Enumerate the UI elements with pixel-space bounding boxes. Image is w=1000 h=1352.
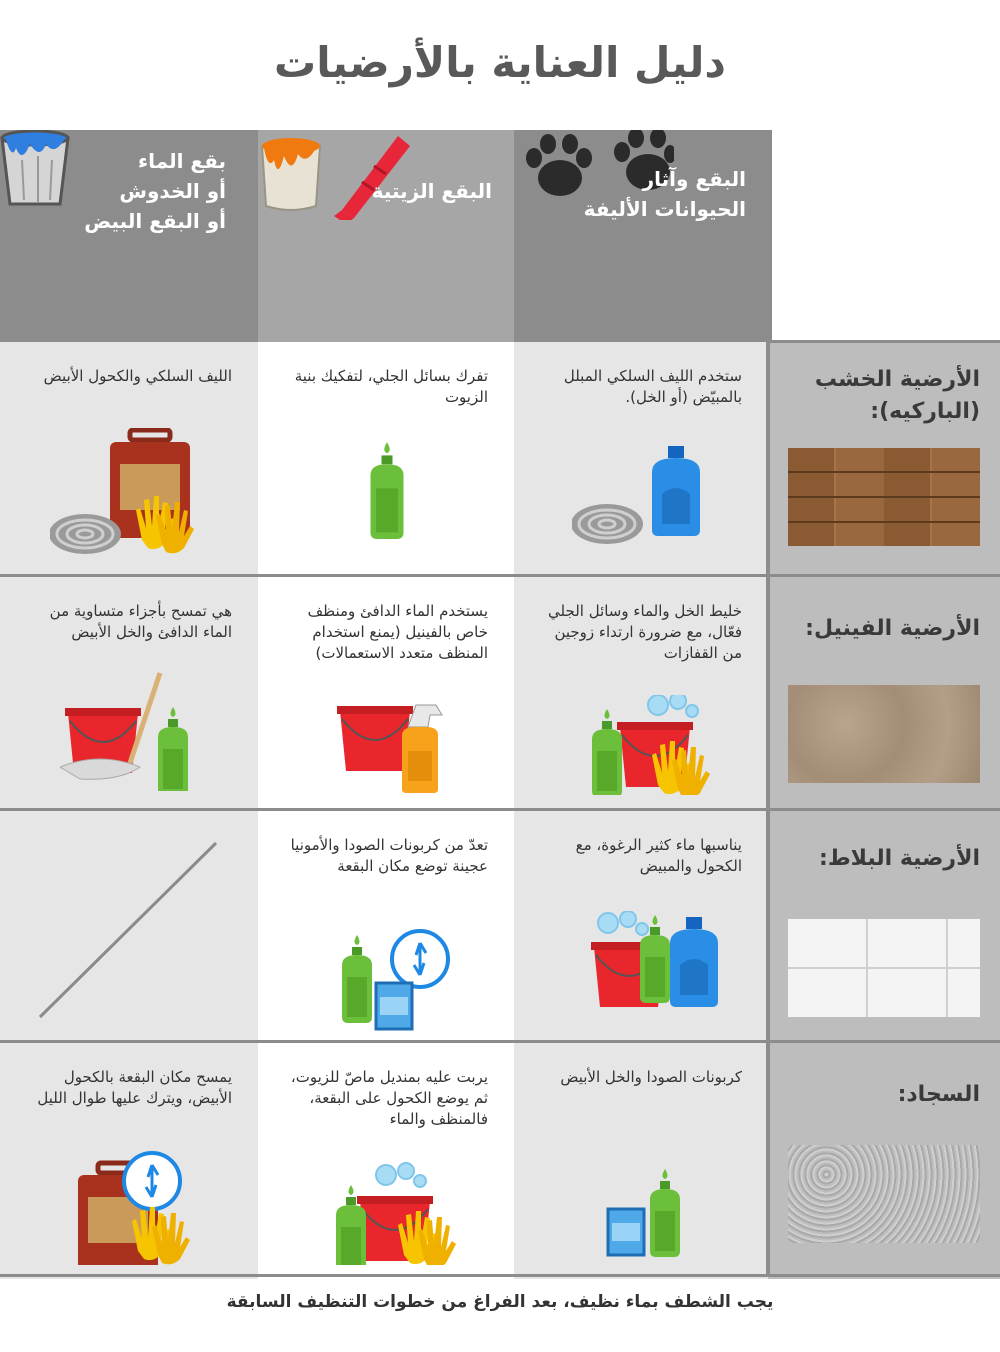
header-col-pets — [514, 130, 768, 342]
carpet-swatch — [788, 1145, 980, 1243]
cell-vinyl-oil — [258, 574, 514, 811]
soap-bucket-gloves-icon — [330, 1161, 460, 1265]
mop-bucket-icon — [60, 671, 190, 791]
alcohol-gloves-icon — [50, 428, 200, 558]
soda-vinegar-icon — [606, 1165, 696, 1265]
cell-text: يمسح مكان البقعة بالكحول الأبيض، ويترك عليها طوال الليل — [37, 1068, 232, 1107]
alcohol-timer-gloves-icon — [70, 1147, 220, 1265]
bucket-spray-icon — [336, 701, 456, 797]
soda-ammonia-timer-icon — [334, 921, 454, 1031]
row-head-vinyl — [768, 574, 1000, 811]
cell-tile-oil — [258, 808, 514, 1043]
row-head-tile — [768, 808, 1000, 1043]
cell-text: يستخدم الماء الدافئ ومنظف خاص بالفينيل (يمنع استخدام المنظف متعدد الاستعمالات) — [307, 602, 488, 662]
header-col-water — [0, 130, 258, 342]
cell-carpet-pets — [514, 1040, 768, 1279]
header-label-oil: البقع الزيتية — [371, 179, 492, 203]
header-label-pets: البقع وآثار الحيوانات الأليفة — [583, 167, 746, 221]
steel-wool-bleach-icon — [572, 442, 712, 552]
foam-bleach-icon — [590, 911, 730, 1011]
page-title: دليل العناية بالأرضيات — [274, 38, 726, 87]
row-label-tile: الأرضية البلاط: — [819, 846, 980, 871]
cell-wood-pets — [514, 342, 768, 574]
header-label-water: بقع الماء أو الخدوش أو البقع البيض — [84, 149, 226, 233]
bucket-icon — [0, 130, 70, 208]
soap-bucket-gloves-icon — [586, 695, 716, 795]
row-label-wood: الأرضية الخشب (الباركيه): — [814, 367, 980, 424]
cell-text: الليف السلكي والكحول الأبيض — [43, 367, 232, 385]
paint-can-crayon-icon — [258, 130, 418, 220]
cell-vinyl-water — [0, 574, 258, 811]
cell-text: هي تمسح بأجزاء متساوية من الماء الدافئ والخل الأبيض — [49, 602, 232, 641]
cell-carpet-water — [0, 1040, 258, 1279]
not-applicable-line — [36, 841, 220, 1021]
grid-divider — [768, 340, 1000, 343]
row-label-carpet: السجاد: — [897, 1082, 980, 1107]
cell-vinyl-pets — [514, 574, 768, 811]
cell-text: كربونات الصودا والخل الأبيض — [560, 1068, 742, 1086]
cell-tile-water — [0, 808, 258, 1043]
wood-swatch — [788, 448, 980, 546]
header-col-oil — [258, 130, 514, 342]
grid-divider — [0, 1274, 1000, 1277]
row-head-carpet — [768, 1040, 1000, 1279]
vinyl-swatch — [788, 685, 980, 783]
cell-text: تعدّ من كربونات الصودا والأمونيا عجينة توضع مكان البقعة — [290, 836, 488, 875]
cell-wood-oil — [258, 342, 514, 574]
cell-text: يناسبها ماء كثير الرغوة، مع الكحول والمبيض — [575, 836, 742, 875]
header-corner — [768, 130, 772, 342]
footer-note: يجب الشطف بماء نظيف، بعد الفراغ من خطوات التنظيف السابقة — [226, 1292, 774, 1312]
cell-text: خليط الخل والماء وسائل الجلي فعّال، مع ضرورة ارتداء زوجين من القفازات — [548, 602, 742, 662]
dish-soap-icon — [362, 440, 412, 550]
cell-text: تفرك بسائل الجلي، لتفكيك بنية الزيوت — [294, 367, 488, 406]
cell-carpet-oil — [258, 1040, 514, 1279]
tile-swatch — [788, 919, 980, 1017]
cell-tile-pets — [514, 808, 768, 1043]
grid-divider — [766, 340, 770, 1276]
cell-text: ستخدم الليف السلكي المبلل بالمبيّض (أو الخل). — [563, 367, 742, 406]
row-head-wood — [768, 342, 1000, 574]
row-label-vinyl: الأرضية الفينيل: — [805, 616, 980, 641]
cell-text: يربت عليه بمنديل ماصّ للزيوت، ثم يوضع الكحول على البقعة، فالمنظف والماء — [290, 1068, 488, 1128]
cell-wood-water — [0, 342, 258, 574]
